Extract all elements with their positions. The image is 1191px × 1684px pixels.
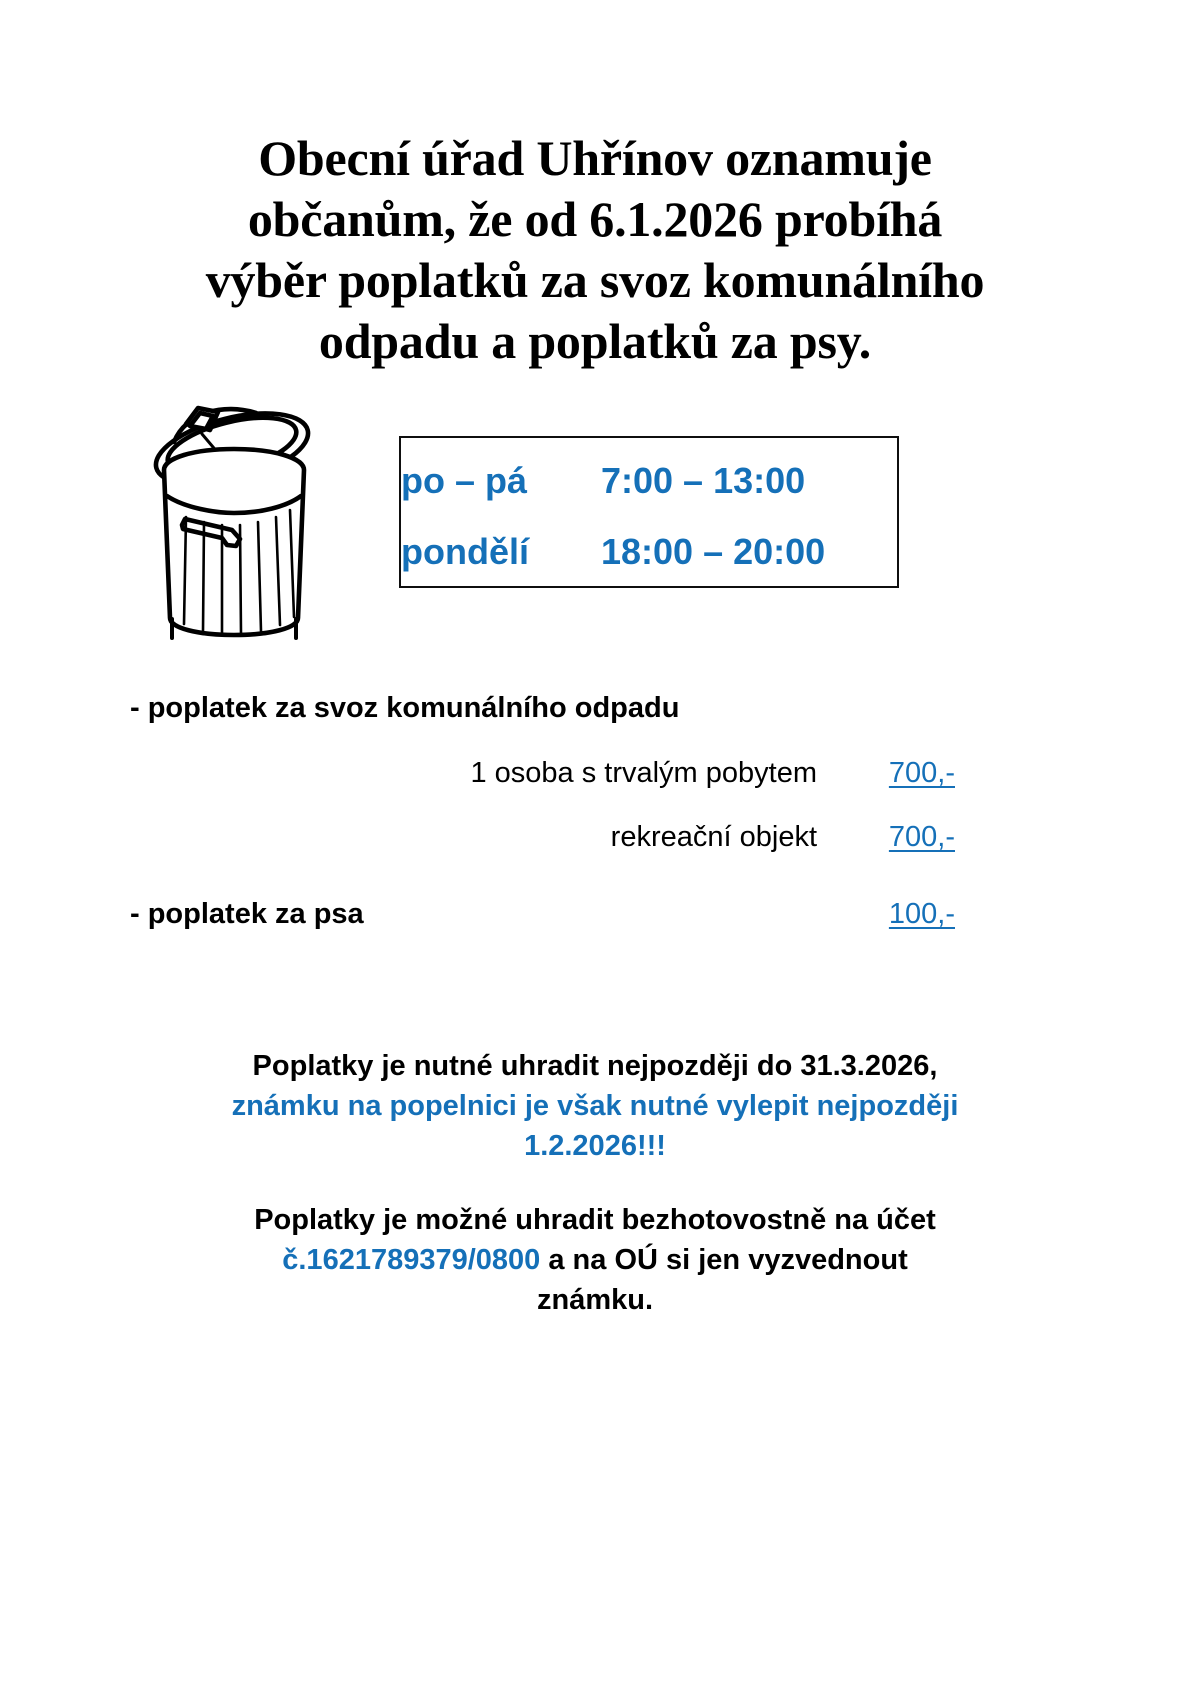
fee-amount-dog: 100,- — [888, 898, 955, 930]
note-payment-line-2 — [110, 1240, 1080, 1280]
fees-section — [130, 694, 955, 931]
fee-row-dog — [130, 898, 955, 931]
notes-section — [110, 1046, 1080, 1320]
fee-row-recreation — [130, 821, 955, 854]
fee-amount-resident: 700,- — [888, 757, 955, 789]
office-hours-box — [399, 436, 899, 588]
table-row — [401, 438, 897, 518]
hours-time-2: 18:00 – 20:00 — [601, 530, 826, 572]
fee-label-dog: - poplatek za psa — [130, 898, 364, 930]
office-hours-table — [401, 438, 897, 586]
title-line-3: výběr poplatků za svoz komunálního — [205, 252, 985, 308]
note-payment-line-2-rest: a na OÚ si jen vyzvednout — [540, 1244, 908, 1277]
note-payment-line-3: známku. — [536, 1284, 654, 1317]
note-deadline-line-3: 1.2.2026!!! — [524, 1130, 666, 1163]
hours-day-2: pondělí — [401, 530, 529, 572]
title-line-4: odpadu a poplatků za psy. — [318, 313, 872, 369]
trash-can-icon — [128, 386, 343, 646]
page-title — [110, 128, 1080, 372]
fee-row-resident — [130, 757, 955, 790]
hours-day-1: po – pá — [401, 459, 528, 501]
table-row — [401, 518, 897, 586]
title-line-2: občanům, že od 6.1.2026 probíhá — [247, 191, 943, 247]
fee-label-recreation: rekreační objekt — [610, 821, 817, 853]
title-line-1: Obecní úřad Uhřínov oznamuje — [258, 130, 932, 186]
bank-account-number: č.1621789379/0800 — [282, 1244, 541, 1277]
fees-section-title: - poplatek za svoz komunálního odpadu — [130, 692, 680, 724]
fee-label-resident: 1 osoba s trvalým pobytem — [470, 757, 817, 789]
note-payment-line-1: Poplatky je možné uhradit bezhotovostně na účet — [254, 1204, 936, 1237]
paragraph-spacer — [110, 1166, 1080, 1200]
fee-amount-recreation: 700,- — [888, 821, 955, 853]
note-deadline-line-1: Poplatky je nutné uhradit nejpozději do 31.3.2026, — [252, 1050, 938, 1082]
hours-time-1: 7:00 – 13:00 — [601, 459, 806, 501]
note-deadline-line-2: známku na popelnici je však nutné vylepit nejpozději — [231, 1090, 959, 1123]
